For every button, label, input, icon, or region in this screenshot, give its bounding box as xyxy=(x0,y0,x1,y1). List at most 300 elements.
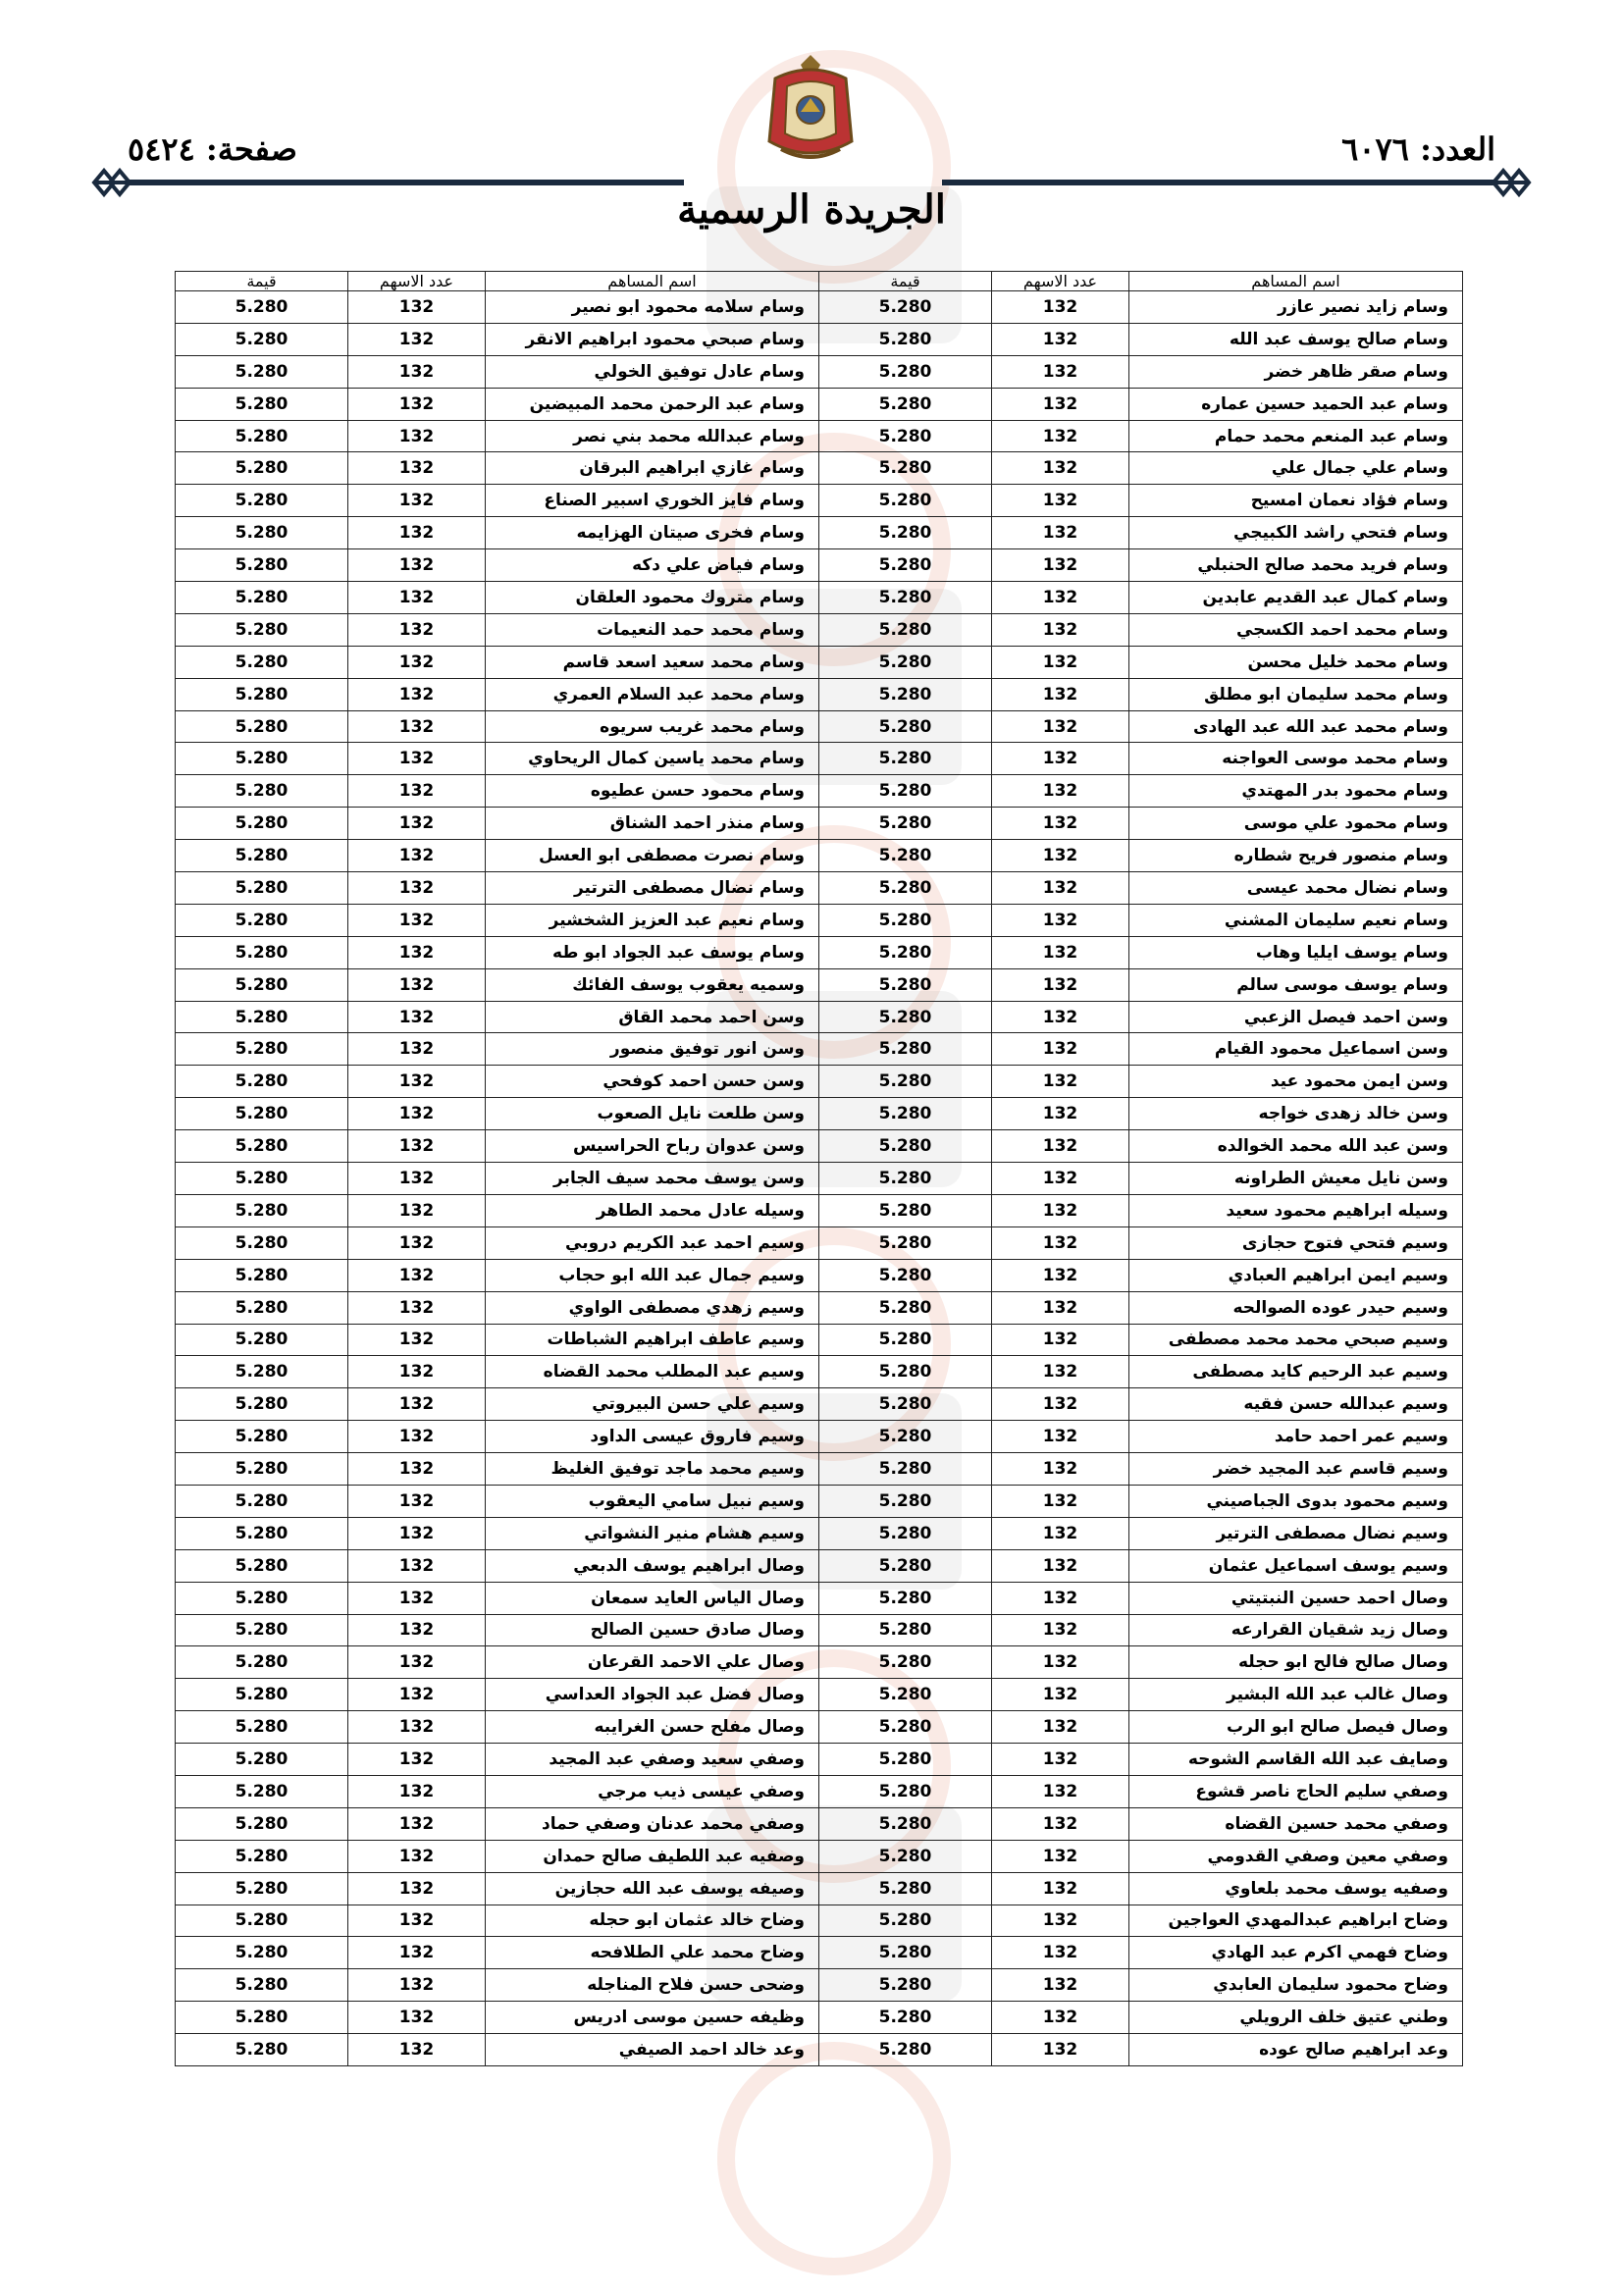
share-value-cell: 5.280 xyxy=(176,1453,348,1486)
share-value-cell: 5.280 xyxy=(176,808,348,840)
share-count-cell: 132 xyxy=(992,1679,1129,1711)
shareholder-name-cell: وضاح محمد علي الطلافحه xyxy=(486,1937,819,1969)
shareholder-name-cell: وسيم جمال عبد الله ابو حجاب xyxy=(486,1259,819,1291)
share-value-cell: 5.280 xyxy=(176,1872,348,1905)
share-value-cell: 5.280 xyxy=(819,743,992,775)
share-count-cell: 132 xyxy=(992,517,1129,549)
share-value-cell: 5.280 xyxy=(819,517,992,549)
share-count-cell: 132 xyxy=(348,291,486,324)
shareholder-name-cell: وسيم نضال مصطفى الترتير xyxy=(1129,1517,1463,1549)
share-count-cell: 132 xyxy=(348,1485,486,1517)
share-value-cell: 5.280 xyxy=(176,743,348,775)
table-row xyxy=(176,1549,1463,1582)
share-value-cell: 5.280 xyxy=(176,1646,348,1679)
table-row xyxy=(176,936,1463,968)
share-value-cell: 5.280 xyxy=(176,1582,348,1614)
table-row xyxy=(176,678,1463,710)
shareholder-name-cell: وسيله ابراهيم محمود سعيد xyxy=(1129,1194,1463,1226)
coat-of-arms-emblem xyxy=(761,51,860,169)
share-value-cell: 5.280 xyxy=(819,1163,992,1195)
table-row xyxy=(176,1872,1463,1905)
shareholder-name-cell: وسيم محمد ماجد توفيق الغليظ xyxy=(486,1453,819,1486)
shareholder-name-cell: وصفيه يوسف محمد بلعاوي xyxy=(1129,1872,1463,1905)
table-header-row xyxy=(176,272,1463,291)
table-row xyxy=(176,808,1463,840)
table-row xyxy=(176,2002,1463,2034)
share-count-cell: 132 xyxy=(348,646,486,678)
share-value-cell: 5.280 xyxy=(176,1969,348,2002)
share-value-cell: 5.280 xyxy=(819,1324,992,1356)
shareholder-name-cell: وسام محمد احمد الكسجي xyxy=(1129,613,1463,646)
shareholder-name-cell: وسيم عاطف ابراهيم الشباطات xyxy=(486,1324,819,1356)
share-count-cell: 132 xyxy=(348,1549,486,1582)
header-rule-left xyxy=(130,180,684,185)
share-count-cell: 132 xyxy=(348,1001,486,1033)
shareholder-name-cell: وسيم قاسم عبد المجيد خضر xyxy=(1129,1453,1463,1486)
share-value-cell: 5.280 xyxy=(176,678,348,710)
shareholder-name-cell: وسن عبد الله محمد الخوالده xyxy=(1129,1130,1463,1163)
shareholder-name-cell: وصال صادق حسين الصالح xyxy=(486,1614,819,1646)
share-value-cell: 5.280 xyxy=(176,613,348,646)
shareholder-name-cell: وسام غازي ابراهيم البرقان xyxy=(486,452,819,485)
share-count-cell: 132 xyxy=(992,1130,1129,1163)
shareholder-name-cell: وسام صبحي محمود ابراهيم الانقر xyxy=(486,323,819,355)
share-value-cell: 5.280 xyxy=(819,1549,992,1582)
share-value-cell: 5.280 xyxy=(819,1840,992,1872)
table-row xyxy=(176,1485,1463,1517)
share-count-cell: 132 xyxy=(992,1194,1129,1226)
table-row xyxy=(176,517,1463,549)
shareholder-name-cell: وسام فتحي راشد الكبيجي xyxy=(1129,517,1463,549)
share-value-cell: 5.280 xyxy=(819,1485,992,1517)
share-value-cell: 5.280 xyxy=(176,646,348,678)
share-count-cell: 132 xyxy=(992,775,1129,808)
share-count-cell: 132 xyxy=(348,517,486,549)
share-count-cell: 132 xyxy=(992,452,1129,485)
share-count-cell: 132 xyxy=(348,1775,486,1807)
share-count-cell: 132 xyxy=(992,1066,1129,1098)
share-count-cell: 132 xyxy=(348,1163,486,1195)
shareholder-name-cell: وصال فيصل صالح ابو الرب xyxy=(1129,1711,1463,1744)
share-value-cell: 5.280 xyxy=(819,710,992,743)
share-count-cell: 132 xyxy=(992,388,1129,420)
shareholder-name-cell: وسن عدوان رباح الحراسيس xyxy=(486,1130,819,1163)
shareholder-name-cell: وضاح فهمي اكرم عبد الهادي xyxy=(1129,1937,1463,1969)
share-value-cell: 5.280 xyxy=(176,1840,348,1872)
share-count-cell: 132 xyxy=(992,549,1129,582)
share-count-cell: 132 xyxy=(992,1969,1129,2002)
share-value-cell: 5.280 xyxy=(819,1744,992,1776)
shareholder-name-cell: وضاح ابراهيم عبدالمهدي العواجين xyxy=(1129,1905,1463,1937)
table-row xyxy=(176,1001,1463,1033)
share-count-cell: 132 xyxy=(348,872,486,905)
share-value-cell: 5.280 xyxy=(176,1549,348,1582)
share-value-cell: 5.280 xyxy=(819,1421,992,1453)
shareholder-name-cell: وصال فضل عبد الجواد العداسي xyxy=(486,1679,819,1711)
shareholder-name-cell: وسيم ايمن ابراهيم العبادي xyxy=(1129,1259,1463,1291)
shareholder-name-cell: وسام فياض علي دكه xyxy=(486,549,819,582)
share-value-cell: 5.280 xyxy=(819,1453,992,1486)
table-row xyxy=(176,1356,1463,1388)
share-count-cell: 132 xyxy=(348,1324,486,1356)
table-row xyxy=(176,452,1463,485)
shareholders-table xyxy=(175,271,1463,2066)
shareholder-name-cell: وصفي عيسى ذيب مرجي xyxy=(486,1775,819,1807)
share-count-cell: 132 xyxy=(348,549,486,582)
share-value-cell: 5.280 xyxy=(176,323,348,355)
share-count-cell: 132 xyxy=(348,1259,486,1291)
shareholder-name-cell: وسام محمد عبد السلام العمري xyxy=(486,678,819,710)
shareholder-name-cell: وسيم زهدي مصطفى الواوي xyxy=(486,1291,819,1324)
share-value-cell: 5.280 xyxy=(176,968,348,1001)
share-value-cell: 5.280 xyxy=(819,1807,992,1840)
share-count-cell: 132 xyxy=(348,452,486,485)
share-value-cell: 5.280 xyxy=(819,1711,992,1744)
share-value-cell: 5.280 xyxy=(819,1679,992,1711)
table-row xyxy=(176,1130,1463,1163)
shareholder-name-cell: وسام عبد المنعم محمد حمام xyxy=(1129,420,1463,452)
table-row xyxy=(176,1421,1463,1453)
shareholder-name-cell: وسام زايد نصير عازر xyxy=(1129,291,1463,324)
share-value-cell: 5.280 xyxy=(819,936,992,968)
table-row xyxy=(176,646,1463,678)
share-value-cell: 5.280 xyxy=(819,968,992,1001)
share-count-cell: 132 xyxy=(992,1388,1129,1421)
share-value-cell: 5.280 xyxy=(176,1356,348,1388)
table-row xyxy=(176,1388,1463,1421)
table-row xyxy=(176,1840,1463,1872)
share-value-cell: 5.280 xyxy=(176,775,348,808)
share-value-cell: 5.280 xyxy=(819,420,992,452)
shareholder-name-cell: وسام كمال عبد القديم عابدين xyxy=(1129,582,1463,614)
share-count-cell: 132 xyxy=(348,1517,486,1549)
table-row xyxy=(176,388,1463,420)
share-value-cell: 5.280 xyxy=(176,1291,348,1324)
share-value-cell: 5.280 xyxy=(176,1259,348,1291)
share-count-cell: 132 xyxy=(348,1937,486,1969)
share-value-cell: 5.280 xyxy=(176,1130,348,1163)
share-count-cell: 132 xyxy=(348,904,486,936)
shareholder-name-cell: وعد خالد احمد الصيفي xyxy=(486,2034,819,2066)
table-row xyxy=(176,1453,1463,1486)
share-value-cell: 5.280 xyxy=(819,1226,992,1259)
table-row xyxy=(176,968,1463,1001)
share-count-cell: 132 xyxy=(992,743,1129,775)
shareholder-name-cell: وسيم عبد الرحيم كايد مصطفى xyxy=(1129,1356,1463,1388)
shareholder-name-cell: وسيم عمر احمد حامد xyxy=(1129,1421,1463,1453)
shareholder-name-cell: وسام محمد سعيد اسعد قاسم xyxy=(486,646,819,678)
shareholder-name-cell: وصفي محمد عدنان وصفي حماد xyxy=(486,1807,819,1840)
table-row xyxy=(176,1711,1463,1744)
share-value-cell: 5.280 xyxy=(819,678,992,710)
shareholder-name-cell: وسام فخرى صيتان الهزايمه xyxy=(486,517,819,549)
share-count-cell: 132 xyxy=(992,808,1129,840)
shareholder-name-cell: وسن يوسف محمد سيف الجابر xyxy=(486,1163,819,1195)
share-value-cell: 5.280 xyxy=(819,808,992,840)
share-count-cell: 132 xyxy=(992,1549,1129,1582)
table-row xyxy=(176,872,1463,905)
shareholder-name-cell: وسام نضال مصطفى الترتير xyxy=(486,872,819,905)
share-value-cell: 5.280 xyxy=(819,775,992,808)
share-count-cell: 132 xyxy=(348,710,486,743)
shareholder-name-cell: وسام محمد عبد الله عبد الهادى xyxy=(1129,710,1463,743)
table-row xyxy=(176,743,1463,775)
shareholder-name-cell: وصفي سليم الحاج ناصر قشوع xyxy=(1129,1775,1463,1807)
table-row xyxy=(176,323,1463,355)
shareholder-name-cell: وسام محمد موسى العواجنه xyxy=(1129,743,1463,775)
share-value-cell: 5.280 xyxy=(819,1356,992,1388)
share-count-cell: 132 xyxy=(992,1937,1129,1969)
shareholder-name-cell: وسام سلامه محمود ابو نصير xyxy=(486,291,819,324)
shareholder-name-cell: وسام محمد حمد النعيمات xyxy=(486,613,819,646)
share-count-cell: 132 xyxy=(348,1130,486,1163)
share-count-cell: 132 xyxy=(992,936,1129,968)
share-value-cell: 5.280 xyxy=(819,452,992,485)
shareholder-name-cell: وسيم حيدر عوده الصوالحه xyxy=(1129,1291,1463,1324)
share-count-cell: 132 xyxy=(992,1905,1129,1937)
table-row xyxy=(176,1775,1463,1807)
share-value-cell: 5.280 xyxy=(819,1194,992,1226)
share-count-cell: 132 xyxy=(992,872,1129,905)
share-value-cell: 5.280 xyxy=(176,485,348,517)
table-row xyxy=(176,1937,1463,1969)
share-value-cell: 5.280 xyxy=(819,1066,992,1098)
share-value-cell: 5.280 xyxy=(819,485,992,517)
table-row xyxy=(176,1744,1463,1776)
shareholder-name-cell: وصال احمد حسين النبتيتي xyxy=(1129,1582,1463,1614)
share-count-cell: 132 xyxy=(348,1905,486,1937)
share-count-cell: 132 xyxy=(992,1453,1129,1486)
shareholder-name-cell: وطني عتيق خلف الرويلي xyxy=(1129,2002,1463,2034)
share-value-cell: 5.280 xyxy=(176,1517,348,1549)
share-count-cell: 132 xyxy=(992,1614,1129,1646)
table-row xyxy=(176,2034,1463,2066)
table-row xyxy=(176,420,1463,452)
share-count-cell: 132 xyxy=(992,1356,1129,1388)
share-count-cell: 132 xyxy=(992,1582,1129,1614)
share-value-cell: 5.280 xyxy=(176,1614,348,1646)
shareholder-name-cell: وسام صقر ظاهر خضر xyxy=(1129,355,1463,388)
share-count-cell: 132 xyxy=(348,323,486,355)
share-value-cell: 5.280 xyxy=(819,1872,992,1905)
share-value-cell: 5.280 xyxy=(819,291,992,324)
share-count-cell: 132 xyxy=(348,1066,486,1098)
share-count-cell: 132 xyxy=(348,1872,486,1905)
share-count-cell: 132 xyxy=(348,1807,486,1840)
shareholder-name-cell: وسيله عادل محمد الطاهر xyxy=(486,1194,819,1226)
share-count-cell: 132 xyxy=(348,1744,486,1776)
share-count-cell: 132 xyxy=(348,808,486,840)
shareholder-name-cell: وسام عبد الحميد حسين عماره xyxy=(1129,388,1463,420)
share-value-cell: 5.280 xyxy=(176,517,348,549)
share-value-cell: 5.280 xyxy=(176,420,348,452)
shareholder-name-cell: وصال ابراهيم يوسف الدبعي xyxy=(486,1549,819,1582)
share-value-cell: 5.280 xyxy=(819,1388,992,1421)
table-row xyxy=(176,1614,1463,1646)
share-count-cell: 132 xyxy=(992,1033,1129,1066)
shareholder-name-cell: وسام نصرت مصطفى ابو العسل xyxy=(486,840,819,872)
share-value-cell: 5.280 xyxy=(176,2002,348,2034)
share-count-cell: 132 xyxy=(992,1098,1129,1130)
shareholder-name-cell: وعد ابراهيم صالح عوده xyxy=(1129,2034,1463,2066)
shareholder-name-cell: وسام عبد الرحمن محمد المبيضين xyxy=(486,388,819,420)
share-count-cell: 132 xyxy=(992,2002,1129,2034)
share-count-cell: 132 xyxy=(348,1582,486,1614)
shareholder-name-cell: وسام يوسف موسى سالم xyxy=(1129,968,1463,1001)
share-count-cell: 132 xyxy=(992,485,1129,517)
table-row xyxy=(176,1582,1463,1614)
shareholder-name-cell: وسيم فاروق عيسى الداود xyxy=(486,1421,819,1453)
shareholder-name-cell: وصال زيد شقيان القرارعه xyxy=(1129,1614,1463,1646)
table-row xyxy=(176,1905,1463,1937)
table-row xyxy=(176,775,1463,808)
share-value-cell: 5.280 xyxy=(176,582,348,614)
share-count-cell: 132 xyxy=(992,1872,1129,1905)
share-value-cell: 5.280 xyxy=(176,1163,348,1195)
shareholder-name-cell: وسن خالد زهدى خواجه xyxy=(1129,1098,1463,1130)
table-row xyxy=(176,1679,1463,1711)
share-value-cell: 5.280 xyxy=(176,1421,348,1453)
shareholder-name-cell: وسن نايل معيش الطراونه xyxy=(1129,1163,1463,1195)
column-header: اسم المساهم xyxy=(1129,272,1463,291)
share-count-cell: 132 xyxy=(348,1711,486,1744)
share-value-cell: 5.280 xyxy=(176,1679,348,1711)
share-count-cell: 132 xyxy=(348,1098,486,1130)
table-row xyxy=(176,1807,1463,1840)
shareholder-name-cell: وضاح محمود سليمان العابدي xyxy=(1129,1969,1463,2002)
share-count-cell: 132 xyxy=(992,904,1129,936)
share-value-cell: 5.280 xyxy=(176,1066,348,1098)
share-value-cell: 5.280 xyxy=(819,549,992,582)
share-value-cell: 5.280 xyxy=(819,388,992,420)
share-value-cell: 5.280 xyxy=(176,710,348,743)
share-count-cell: 132 xyxy=(348,1679,486,1711)
shareholder-name-cell: وصايف عبد الله القاسم الشوحه xyxy=(1129,1744,1463,1776)
share-count-cell: 132 xyxy=(992,678,1129,710)
shareholder-name-cell: وضحى حسن فلاح المناجله xyxy=(486,1969,819,2002)
shareholder-name-cell: وسام متروك محمود العلقان xyxy=(486,582,819,614)
share-value-cell: 5.280 xyxy=(176,1711,348,1744)
share-value-cell: 5.280 xyxy=(176,840,348,872)
share-count-cell: 132 xyxy=(348,420,486,452)
share-count-cell: 132 xyxy=(992,1163,1129,1195)
share-value-cell: 5.280 xyxy=(819,613,992,646)
share-value-cell: 5.280 xyxy=(176,1098,348,1130)
shareholder-name-cell: وسيم محمود بدوى الجباصيني xyxy=(1129,1485,1463,1517)
share-count-cell: 132 xyxy=(992,1226,1129,1259)
page-number: صفحة: ٥٤٢٤ xyxy=(128,130,297,168)
shareholder-name-cell: وسن احمد محمد القاق xyxy=(486,1001,819,1033)
share-value-cell: 5.280 xyxy=(176,1744,348,1776)
share-count-cell: 132 xyxy=(348,2002,486,2034)
share-count-cell: 132 xyxy=(348,743,486,775)
share-count-cell: 132 xyxy=(992,1711,1129,1744)
gazette-title: الجريدة الرسمية xyxy=(677,186,946,233)
shareholder-name-cell: وسام فؤاد نعمان امسيح xyxy=(1129,485,1463,517)
table-row xyxy=(176,1226,1463,1259)
column-header: عدد الاسهم xyxy=(348,272,486,291)
share-value-cell: 5.280 xyxy=(819,1033,992,1066)
table-row xyxy=(176,1259,1463,1291)
shareholder-name-cell: وظيفه حسين موسى ادريس xyxy=(486,2002,819,2034)
shareholders-table-container xyxy=(175,271,1462,2066)
share-count-cell: 132 xyxy=(992,323,1129,355)
share-count-cell: 132 xyxy=(992,1421,1129,1453)
table-row xyxy=(176,1969,1463,2002)
shareholder-name-cell: وسيم صبحي محمد محمد مصطفى xyxy=(1129,1324,1463,1356)
shareholder-name-cell: وسام نضال محمد عيسى xyxy=(1129,872,1463,905)
shareholder-name-cell: وصال علي الاحمد القرعان xyxy=(486,1646,819,1679)
shareholder-name-cell: وسام يوسف عبد الجواد ابو طه xyxy=(486,936,819,968)
shareholder-name-cell: وسن انور توفيق منصور xyxy=(486,1033,819,1066)
share-value-cell: 5.280 xyxy=(176,1226,348,1259)
share-value-cell: 5.280 xyxy=(176,1775,348,1807)
shareholder-name-cell: وصال صالح فالح ابو حجله xyxy=(1129,1646,1463,1679)
share-count-cell: 132 xyxy=(992,1517,1129,1549)
share-count-cell: 132 xyxy=(348,1646,486,1679)
share-count-cell: 132 xyxy=(992,1324,1129,1356)
share-value-cell: 5.280 xyxy=(819,1969,992,2002)
share-value-cell: 5.280 xyxy=(176,1905,348,1937)
share-count-cell: 132 xyxy=(992,1485,1129,1517)
shareholder-name-cell: وصال مفلح حسن الغرايبه xyxy=(486,1711,819,1744)
shareholder-name-cell: وصفي سعيد وصفي عبد المجيد xyxy=(486,1744,819,1776)
shareholder-name-cell: وسام فريد محمد صالح الحنبلي xyxy=(1129,549,1463,582)
shareholder-name-cell: وسام محمود علي موسى xyxy=(1129,808,1463,840)
shareholder-name-cell: وسام منذر احمد الشناق xyxy=(486,808,819,840)
table-row xyxy=(176,1066,1463,1098)
share-value-cell: 5.280 xyxy=(819,646,992,678)
share-count-cell: 132 xyxy=(992,420,1129,452)
share-count-cell: 132 xyxy=(348,1194,486,1226)
column-header: قيمة xyxy=(819,272,992,291)
share-value-cell: 5.280 xyxy=(819,1646,992,1679)
share-value-cell: 5.280 xyxy=(176,355,348,388)
share-value-cell: 5.280 xyxy=(819,1291,992,1324)
share-count-cell: 132 xyxy=(348,840,486,872)
table-row xyxy=(176,291,1463,324)
shareholder-name-cell: وسام محمود حسن عطيوه xyxy=(486,775,819,808)
shareholder-name-cell: وسيم يوسف اسماعيل عثمان xyxy=(1129,1549,1463,1582)
table-row xyxy=(176,1517,1463,1549)
share-value-cell: 5.280 xyxy=(176,904,348,936)
share-count-cell: 132 xyxy=(992,355,1129,388)
share-count-cell: 132 xyxy=(348,1291,486,1324)
shareholder-name-cell: وسن احمد فيصل الزعبي xyxy=(1129,1001,1463,1033)
share-value-cell: 5.280 xyxy=(176,1324,348,1356)
share-count-cell: 132 xyxy=(992,1291,1129,1324)
share-count-cell: 132 xyxy=(992,710,1129,743)
share-value-cell: 5.280 xyxy=(176,1937,348,1969)
share-count-cell: 132 xyxy=(348,613,486,646)
share-count-cell: 132 xyxy=(992,2034,1129,2066)
share-count-cell: 132 xyxy=(348,582,486,614)
column-header: اسم المساهم xyxy=(486,272,819,291)
share-count-cell: 132 xyxy=(992,1259,1129,1291)
share-count-cell: 132 xyxy=(348,1421,486,1453)
share-value-cell: 5.280 xyxy=(819,582,992,614)
share-count-cell: 132 xyxy=(992,1840,1129,1872)
share-count-cell: 132 xyxy=(348,775,486,808)
shareholder-name-cell: وصال الياس العايد سمعان xyxy=(486,1582,819,1614)
shareholder-name-cell: وسام محمد غريب سريوه xyxy=(486,710,819,743)
share-value-cell: 5.280 xyxy=(819,1098,992,1130)
shareholder-name-cell: وسام محمد سليمان ابو مطلق xyxy=(1129,678,1463,710)
share-count-cell: 132 xyxy=(348,936,486,968)
shareholder-name-cell: وسام علي جمال علي xyxy=(1129,452,1463,485)
shareholder-name-cell: وسام صالح يوسف عبد الله xyxy=(1129,323,1463,355)
share-value-cell: 5.280 xyxy=(819,904,992,936)
